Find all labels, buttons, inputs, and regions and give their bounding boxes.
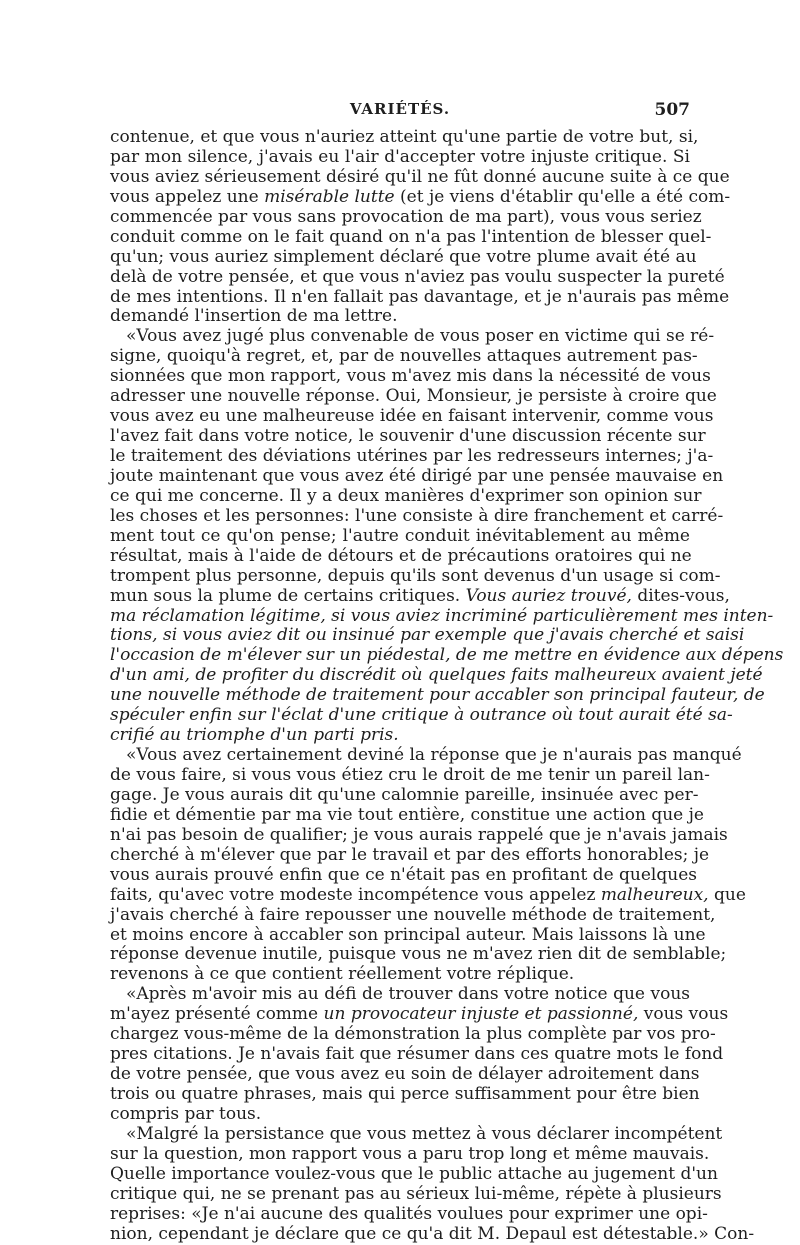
text-line: de mes intentions. Il n'en fallait pas davantage, et je n'aurais pas même bbox=[110, 286, 730, 307]
text-line: joute maintenant que vous avez été dirigé par une pensée mauvaise en bbox=[110, 465, 724, 486]
text-line: sur la question, mon rapport vous a paru trop long et même mauvais. bbox=[110, 1143, 710, 1164]
page-number: 507 bbox=[654, 100, 690, 120]
text-line bbox=[110, 186, 731, 208]
text-line: et moins encore à accabler son principal auteur. Mais laissons là une bbox=[110, 924, 706, 945]
text-line: trois ou quatre phrases, mais qui perce suffisamment pour être bien bbox=[110, 1084, 700, 1104]
italic-segment: malheureux, bbox=[600, 884, 709, 905]
text-line bbox=[110, 1004, 729, 1025]
text-line: sionnées que mon rapport, vous m'avez mis dans la nécessité de vous bbox=[110, 366, 711, 387]
text-line: contenue, et que vous n'auriez atteint qu'une partie de votre but, si, bbox=[110, 127, 699, 147]
text-line: j'avais cherché à faire repousser une nouvelle méthode de traitement, bbox=[110, 904, 716, 925]
text-line: qu'un; vous auriez simplement déclaré que votre plume avait été au bbox=[110, 246, 697, 267]
text-line: le traitement des déviations utérines par les redresseurs internes; j'a- bbox=[110, 446, 714, 466]
text-line: de votre pensée, que vous avez eu soin de délayer adroitement dans bbox=[110, 1064, 700, 1085]
text-line bbox=[110, 884, 746, 906]
page-header bbox=[110, 100, 690, 128]
italic-segment: misérable lutte bbox=[264, 186, 395, 207]
text-line: demandé l'insertion de ma lettre. bbox=[110, 306, 398, 327]
text-segment: que bbox=[708, 884, 746, 905]
text-line: crifié au triomphe d'un parti pris. bbox=[110, 725, 399, 746]
text-line: les choses et les personnes: l'une consiste à dire franchement et carré- bbox=[110, 505, 724, 526]
text-line: critique qui, ne se prenant pas au sérieux lui-même, répète à plusieurs bbox=[110, 1183, 722, 1204]
text-line: delà de votre pensée, et que vous n'aviez pas voulu suspecter la pureté bbox=[110, 266, 725, 287]
text-line: revenons à ce que contient réellement votre réplique. bbox=[110, 964, 575, 985]
text-line: pres citations. Je n'avais fait que résumer dans ces quatre mots le fond bbox=[110, 1044, 724, 1065]
italic-segment: Vous auriez trouvé, bbox=[465, 585, 632, 606]
text-line: nion, cependant je déclare que ce qu'a dit M. Depaul est détestable.» Con- bbox=[110, 1223, 755, 1244]
text-segment: vous vous bbox=[638, 1004, 729, 1025]
text-segment: (et je viens d'établir qu'elle a été com- bbox=[394, 186, 731, 207]
text-line: par mon silence, j'avais eu l'air d'accepter votre injuste critique. Si bbox=[110, 146, 690, 167]
text-line: signe, quoiqu'à regret, et, par de nouvelles attaques autrement pas- bbox=[110, 346, 698, 367]
text-line: l'occasion de m'élever sur un piédestal, de me mettre en évidence aux dépens bbox=[110, 645, 784, 666]
text-line: de vous faire, si vous vous étiez cru le droit de me tenir un pareil lan- bbox=[110, 765, 710, 785]
text-line: reprises: «Je n'ai aucune des qualités voulues pour exprimer une opi- bbox=[110, 1203, 708, 1224]
text-segment: vous appelez une bbox=[110, 186, 265, 207]
text-line: une nouvelle méthode de traitement pour accabler son principal fauteur, de bbox=[110, 685, 765, 706]
text-line: «Vous avez jugé plus convenable de vous poser en victime qui se ré- bbox=[126, 326, 715, 347]
page-body-text bbox=[110, 127, 784, 1245]
text-line: gage. Je vous aurais dit qu'une calomnie pareille, insinuée avec per- bbox=[110, 784, 699, 805]
text-line: vous avez eu une malheureuse idée en faisant intervenir, comme vous bbox=[110, 406, 714, 427]
text-segment: dites-vous, bbox=[631, 585, 730, 606]
text-line: fidie et démentie par ma vie tout entière, constitue une action que je bbox=[110, 804, 704, 825]
text-line: ce qui me concerne. Il y a deux manières d'exprimer son opinion sur bbox=[110, 485, 702, 506]
text-line: cherché à m'élever que par le travail et par des efforts honorables; je bbox=[110, 844, 710, 865]
text-segment: m'ayez présenté comme bbox=[110, 1004, 324, 1025]
text-line: ment tout ce qu'on pense; l'autre conduit inévitablement au même bbox=[110, 525, 690, 546]
text-line: Quelle importance voulez-vous que le public attache au jugement d'un bbox=[110, 1163, 718, 1184]
text-line: ma réclamation légitime, si vous aviez incriminé particulièrement mes inten- bbox=[110, 605, 774, 626]
text-line: «Vous avez certainement deviné la réponse que je n'aurais pas manqué bbox=[126, 745, 742, 766]
text-line: «Après m'avoir mis au défi de trouver dans votre notice que vous bbox=[126, 984, 690, 1005]
text-line: commencée par vous sans provocation de ma part), vous vous seriez bbox=[110, 206, 702, 227]
text-line: vous aurais prouvé enfin que ce n'était pas en profitant de quelques bbox=[110, 864, 697, 885]
text-line: n'ai pas besoin de qualifier; je vous aurais rappelé que je n'avais jamais bbox=[110, 824, 728, 845]
text-segment: faits, qu'avec votre modeste incompétence vous appelez bbox=[110, 884, 601, 905]
text-line: vous aviez sérieusement désiré qu'il ne fût donné aucune suite à ce que bbox=[110, 166, 730, 187]
text-line: compris par tous. bbox=[110, 1103, 262, 1124]
text-line bbox=[110, 585, 730, 607]
text-line: adresser une nouvelle réponse. Oui, Monsieur, je persiste à croire que bbox=[110, 386, 717, 407]
text-segment: mun sous la plume de certains critiques. bbox=[110, 585, 466, 606]
text-line: résultat, mais à l'aide de détours et de précautions oratoires qui ne bbox=[110, 545, 692, 566]
running-title: VARIÉTÉS. bbox=[349, 100, 451, 118]
text-line: «Malgré la persistance que vous mettez à vous déclarer incompétent bbox=[126, 1123, 723, 1144]
text-line: trompent plus personne, depuis qu'ils sont devenus d'un usage si com- bbox=[110, 565, 721, 586]
text-line: conduit comme on le fait quand on n'a pas l'intention de blesser quel- bbox=[110, 226, 712, 247]
text-line: spéculer enfin sur l'éclat d'une critique à outrance où tout aurait été sa- bbox=[110, 705, 733, 726]
text-line: chargez vous-même de la démonstration la plus complète par vos pro- bbox=[110, 1024, 716, 1045]
text-line: tions, si vous aviez dit ou insinué par exemple que j'avais cherché et saisi bbox=[110, 625, 745, 646]
italic-segment: un provocateur injuste et passionné, bbox=[323, 1004, 639, 1025]
text-line: réponse devenue inutile, puisque vous ne m'avez rien dit de semblable; bbox=[110, 944, 727, 965]
book-page bbox=[110, 100, 784, 1244]
text-line: l'avez fait dans votre notice, le souvenir d'une discussion récente sur bbox=[110, 426, 706, 447]
text-line: d'un ami, de profiter du discrédit où quelques faits malheureux avaient jeté bbox=[110, 665, 763, 686]
